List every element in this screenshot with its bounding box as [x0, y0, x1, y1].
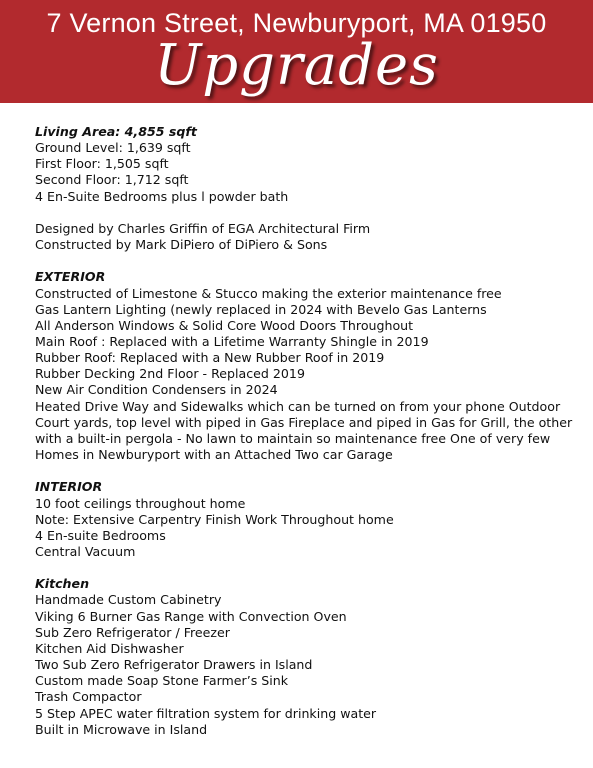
kitchen-line: Custom made Soap Stone Farmer’s Sink	[35, 673, 289, 689]
kitchen-line: Sub Zero Refrigerator / Freezer	[35, 624, 230, 640]
exterior-paragraph: Heated Drive Way and Sidewalks which can be turned on from your phone Outdoor Court yards, top level with piped in Gas Fireplace and piped in Gas for Grill, the other with a built-in pergola - No lawn to maintain so maintenance free One of very few Homes in Newburyport with an Attached Two car Garage	[35, 398, 573, 463]
exterior-line: Gas Lantern Lighting (newly replaced in 2024 with Bevelo Gas Lanterns	[35, 301, 487, 317]
kitchen-line: Two Sub Zero Refrigerator Drawers in Island	[35, 657, 313, 673]
living-line: Second Floor: 1,712 sqft	[35, 172, 189, 188]
kitchen-line: Built in Microwave in Island	[35, 721, 208, 737]
exterior-line: All Anderson Windows & Solid Core Wood Doors Throughout	[35, 317, 414, 333]
living-line: 4 En-Suite Bedrooms plus l powder bath	[35, 188, 289, 204]
interior-line: Central Vacuum	[35, 544, 136, 560]
interior-line: 10 foot ceilings throughout home	[35, 495, 246, 511]
kitchen-line: Viking 6 Burner Gas Range with Convection Oven	[35, 608, 347, 624]
credit-line: Constructed by Mark DiPiero of DiPiero & Sons	[35, 237, 328, 253]
exterior-line: Rubber Decking 2nd Floor - Replaced 2019	[35, 366, 305, 382]
exterior-line: Rubber Roof: Replaced with a New Rubber Roof in 2019	[35, 350, 385, 366]
exterior-line: New Air Condition Condensers in 2024	[35, 382, 278, 398]
interior-line: Note: Extensive Carpentry Finish Work Throughout home	[35, 511, 394, 527]
interior-line: 4 En-suite Bedrooms	[35, 527, 166, 543]
kitchen-heading: Kitchen	[35, 576, 90, 592]
kitchen-line: Kitchen Aid Dishwasher	[35, 640, 184, 656]
living-line: Ground Level: 1,639 sqft	[35, 140, 191, 156]
credit-line: Designed by Charles Griffin of EGA Architectural Firm	[35, 220, 371, 236]
upgrades-content	[35, 124, 580, 738]
page-title: Upgrades	[154, 33, 439, 98]
header-banner	[0, 0, 593, 103]
living-line: First Floor: 1,505 sqft	[35, 156, 169, 172]
kitchen-line: Trash Compactor	[35, 689, 142, 705]
kitchen-line: Handmade Custom Cabinetry	[35, 592, 222, 608]
property-address: 7 Vernon Street, Newburyport, MA 01950	[46, 8, 547, 38]
kitchen-line: 5 Step APEC water filtration system for drinking water	[35, 705, 377, 721]
living-area-heading: Living Area: 4,855 sqft	[35, 124, 197, 139]
exterior-line: Constructed of Limestone & Stucco making the exterior maintenance free	[35, 285, 502, 301]
interior-heading: INTERIOR	[35, 479, 103, 495]
exterior-heading: EXTERIOR	[35, 269, 106, 285]
exterior-line: Main Roof : Replaced with a Lifetime Warranty Shingle in 2019	[35, 334, 429, 349]
